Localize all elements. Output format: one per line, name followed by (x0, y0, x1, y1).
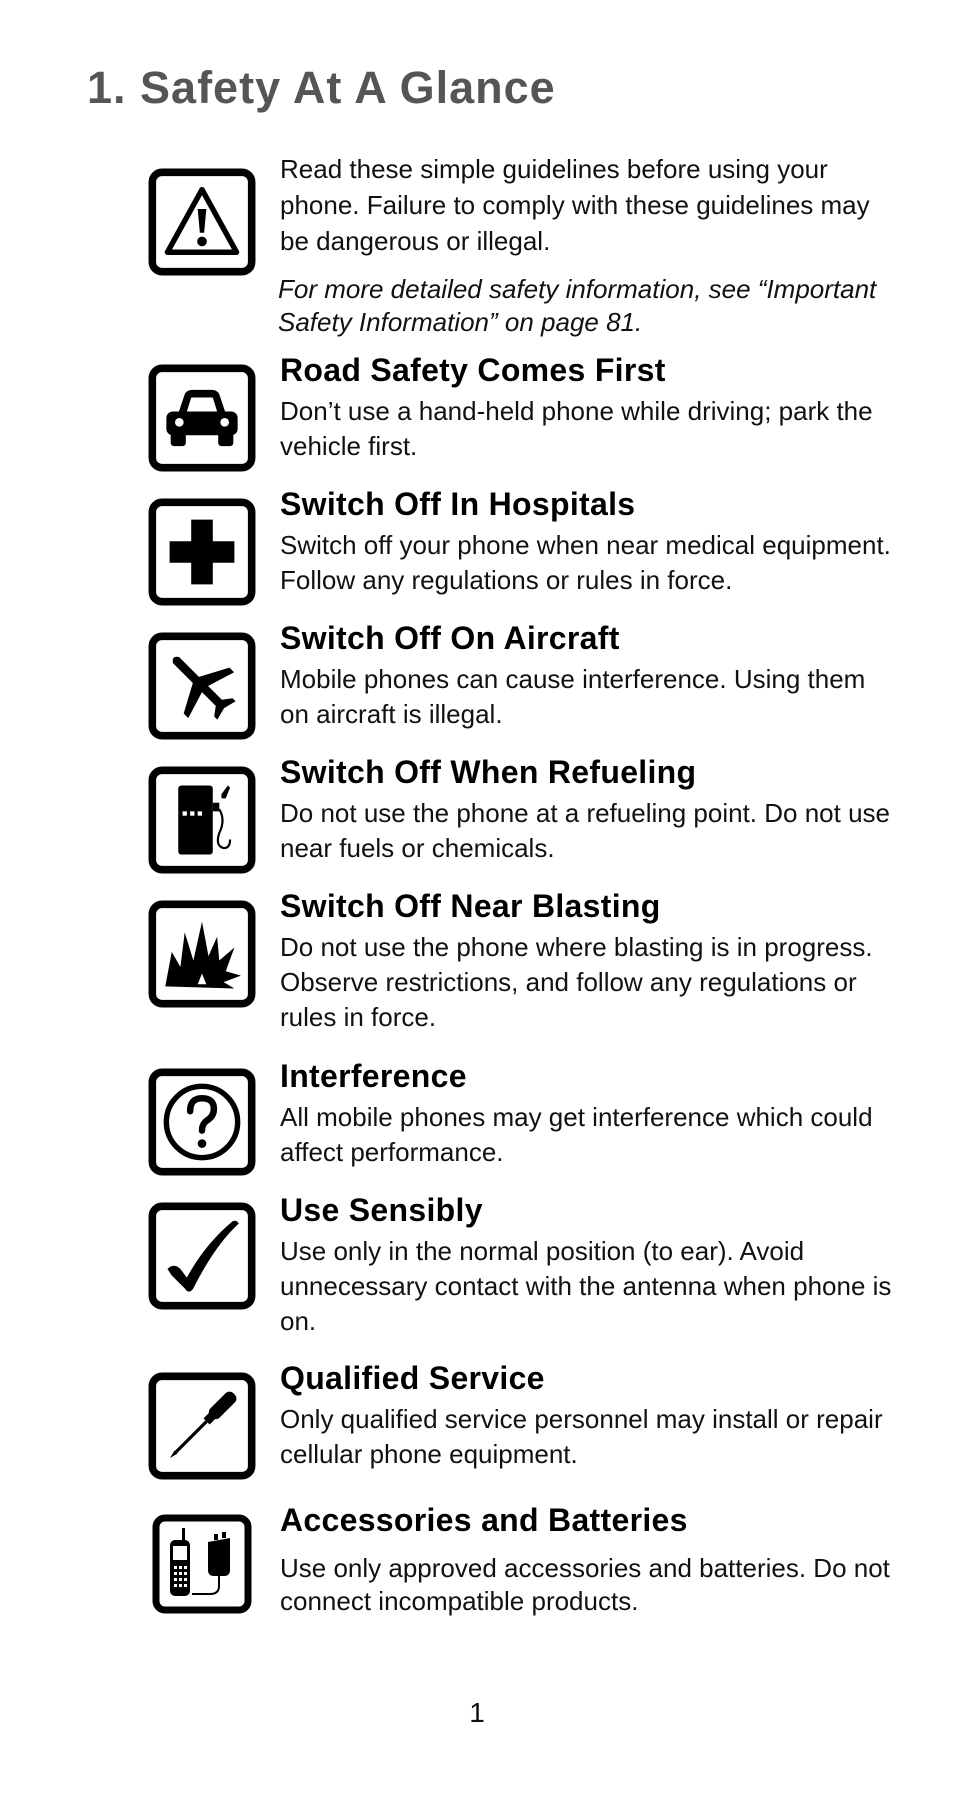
section-heading: Use Sensibly (280, 1192, 483, 1228)
car-icon (148, 364, 256, 472)
section-text: Mobile phones can cause interference. Using them on aircraft is illegal. (280, 664, 866, 729)
section-heading: Switch Off On Aircraft (280, 620, 620, 656)
section-road-safety (280, 350, 900, 464)
section-use-sensibly (280, 1190, 900, 1339)
screwdriver-icon (148, 1372, 256, 1480)
fuel-pump-icon (148, 766, 256, 874)
section-heading: Qualified Service (280, 1360, 545, 1396)
section-text: Use only approved accessories and batteries. Do not connect incompatible products. (280, 1553, 890, 1616)
intro-block (280, 151, 900, 339)
section-text: Only qualified service personnel may install or repair cellular phone equipment. (280, 1404, 883, 1469)
section-text: Don’t use a hand-held phone while driving; park the vehicle first. (280, 396, 873, 461)
section-text: Do not use the phone where blasting is in progress. Observe restrictions, and follow any regulations or rules in force. (280, 932, 873, 1032)
section-text: Use only in the normal position (to ear). Avoid unnecessary contact with the antenna when phone is on. (280, 1236, 892, 1336)
warning-triangle-icon (148, 168, 256, 276)
section-qualified-service (280, 1358, 900, 1472)
page-number: 1 (469, 1697, 485, 1728)
section-heading: Switch Off In Hospitals (280, 486, 636, 522)
question-mark-icon (148, 1068, 256, 1176)
intro-text: Read these simple guidelines before using your phone. Failure to comply with these guidelines may be dangerous or illegal. (280, 154, 870, 256)
explosion-icon (148, 900, 256, 1008)
medical-cross-icon (148, 498, 256, 606)
phone-charger-icon (152, 1514, 252, 1614)
section-text: All mobile phones may get interference which could affect performance. (280, 1102, 873, 1167)
section-heading: Interference (280, 1058, 467, 1094)
section-text: Switch off your phone when near medical equipment. Follow any regulations or rules in force. (280, 530, 891, 595)
section-heading: Switch Off Near Blasting (280, 888, 661, 924)
section-interference (280, 1056, 900, 1170)
section-hospitals (280, 484, 900, 598)
airplane-icon (148, 632, 256, 740)
intro-note: For more detailed safety information, see “Important Safety Information” on page 81. (278, 274, 877, 337)
section-refueling (280, 752, 900, 866)
section-heading: Accessories and Batteries (280, 1502, 688, 1538)
section-accessories (280, 1500, 900, 1618)
section-aircraft (280, 618, 900, 732)
checkmark-icon (148, 1202, 256, 1310)
section-heading: Switch Off When Refueling (280, 754, 697, 790)
section-blasting (280, 886, 900, 1035)
section-heading: Road Safety Comes First (280, 352, 666, 388)
page-title: 1. Safety At A Glance (87, 62, 556, 113)
section-text: Do not use the phone at a refueling point. Do not use near fuels or chemicals. (280, 798, 890, 863)
